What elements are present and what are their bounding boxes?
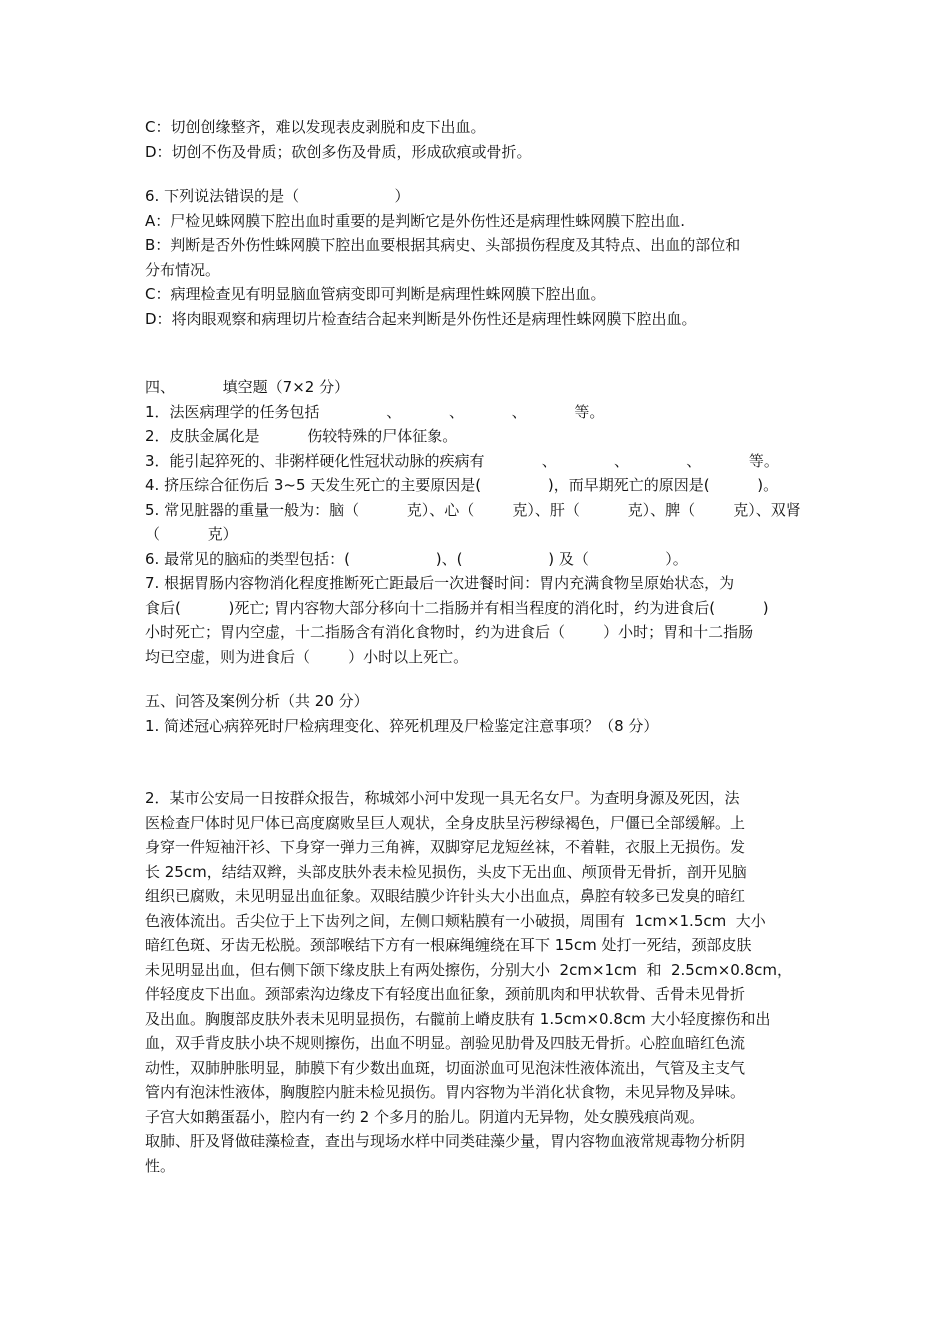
- case-line: 2．某市公安局一日按群众报告，称城郊小河中发现一具无名女尸。为查明身源及死因，法: [145, 789, 740, 807]
- case-line: 动性，双肺肿胀明显，肺膜下有少数出血斑，切面淤血可见泡沫性液体流出，气管及主支气: [145, 1058, 746, 1077]
- q6-option-b-line1: B：判断是否外伤性蛛网膜下腔出血要根据其病史、头部损伤程度及其特点、出血的部位和: [145, 236, 741, 254]
- q5-option-d: D：切创不伤及骨质；砍创多伤及骨质，形成砍痕或骨折。: [145, 142, 532, 161]
- q6-stem: 6. 下列说法错误的是（ ）: [145, 187, 410, 205]
- case-line: 暗红色斑、牙齿无松脱。颈部喉结下方有一根麻绳缠绕在耳下 15cm 处打一死结，颈部皮肤: [145, 936, 752, 954]
- section5-question-1: 1. 简述冠心病猝死时尸检病理变化、猝死机理及尸检鉴定注意事项？（8 分）: [145, 716, 659, 735]
- fill-item: （ 克）: [145, 525, 238, 543]
- fill-item: 食后( )死亡; 胃内容物大部分移向十二指肠并有相当程度的消化时，约为进食后( ): [145, 598, 769, 617]
- case-line: 性。: [145, 1156, 176, 1175]
- case-line: 色液体流出。舌尖位于上下齿列之间，左侧口颊粘膜有一小破损，周围有 1cm×1.5cm 大小: [145, 911, 766, 930]
- fill-item: 1．法医病理学的任务包括 、 、 、 等。: [145, 402, 605, 421]
- case-line: 伴轻度皮下出血。颈部索沟边缘皮下有轻度出血征象，颈前肌肉和甲状软骨、舌骨未见骨折: [145, 985, 746, 1003]
- fill-item: 5. 常见脏器的重量一般为：脑（ 克）、心（ 克）、肝（ 克）、脾（ 克）、双肾: [145, 500, 801, 519]
- q6-option-d: D：将肉眼观察和病理切片检查结合起来判断是外伤性还是病理性蛛网膜下腔出血。: [145, 309, 697, 328]
- fill-item: 3．能引起猝死的、非粥样硬化性冠状动脉的疾病有 、 、 、 等。: [145, 451, 779, 470]
- case-line: 组织已腐败，未见明显出血征象。双眼结膜少许针头大小出血点，鼻腔有较多已发臭的暗红: [145, 887, 746, 905]
- spacer: [145, 738, 815, 786]
- case-line: 管内有泡沫性液体，胸腹腔内脏未检见损伤。胃内容物为半消化状食物，未见异物及异味。: [145, 1083, 746, 1101]
- case-line: 取肺、肝及肾做硅藻检查，查出与现场水样中同类硅藻少量，胃内容物血液常规毒物分析阴: [145, 1132, 746, 1150]
- case-line: 长 25cm，结结双辫，头部皮肤外表未检见损伤，头皮下无出血、颅顶骨无骨折，剖开见脑: [145, 862, 747, 881]
- spacer: [145, 164, 815, 184]
- q6-option-a: A：尸检见蛛网膜下腔出血时重要的是判断它是外伤性还是病理性蛛网膜下腔出血.: [145, 211, 686, 230]
- fill-item: 均已空虚，则为进食后（ ）小时以上死亡。: [145, 647, 469, 666]
- fill-item: 6. 最常见的脑疝的类型包括：( )、( ) 及（ ）。: [145, 549, 688, 568]
- document-page: [145, 115, 815, 1178]
- case-line: 血，双手背皮肤小块不规则擦伤，出血不明显。剖验见肋骨及四肢无骨折。心腔血暗红色流: [145, 1034, 746, 1052]
- spacer: [145, 331, 815, 375]
- section5-title: 五、问答及案例分析（共 20 分）: [145, 692, 369, 710]
- case-line: 身穿一件短袖汗衫、下身穿一弹力三角裤，双脚穿尼龙短丝袜，不着鞋，衣服上无损伤。发: [145, 838, 746, 856]
- case-line: 子宫大如鹅蛋磊小，腔内有一约 2 个多月的胎儿。阴道内无异物，处女膜残痕尚观。: [145, 1107, 705, 1126]
- fill-item: 4. 挤压综合征伤后 3~5 天发生死亡的主要原因是( )，而早期死亡的原因是( )。: [145, 476, 779, 494]
- fill-item: 小时死亡；胃内空虚，十二指肠含有消化食物时，约为进食后（ ）小时；胃和十二指肠: [145, 623, 754, 641]
- case-line: 及出血。胸腹部皮肤外表未见明显损伤，右髋前上嵴皮肤有 1.5cm×0.8cm 大小轻度擦伤和出: [145, 1009, 771, 1028]
- q6-option-c: C：病理检查见有明显脑血管病变即可判断是病理性蛛网膜下腔出血。: [145, 285, 606, 303]
- case-line: 医检查尸体时见尸体已高度腐败呈巨人观状，全身皮肤呈污秽绿褐色，尸僵已全部缓解。上: [145, 813, 746, 832]
- fill-item: 2．皮肤金属化是 伤较特殊的尸体征象。: [145, 427, 458, 445]
- fill-item: 7. 根据胃肠内容物消化程度推断死亡距最后一次进餐时间：胃内充满食物呈原始状态，为: [145, 574, 735, 592]
- q6-option-b-line2: 分布情况。: [145, 260, 221, 279]
- q5-option-c: C：切创创缘整齐，难以发现表皮剥脱和皮下出血。: [145, 118, 486, 136]
- case-line: 未见明显出血，但右侧下颌下缘皮肤上有两处擦伤，分别大小 2cm×1cm 和 2.5cm×0.8cm，: [145, 960, 792, 979]
- spacer: [145, 669, 815, 689]
- section4-title: 四、 填空题（7×2 分）: [145, 378, 350, 396]
